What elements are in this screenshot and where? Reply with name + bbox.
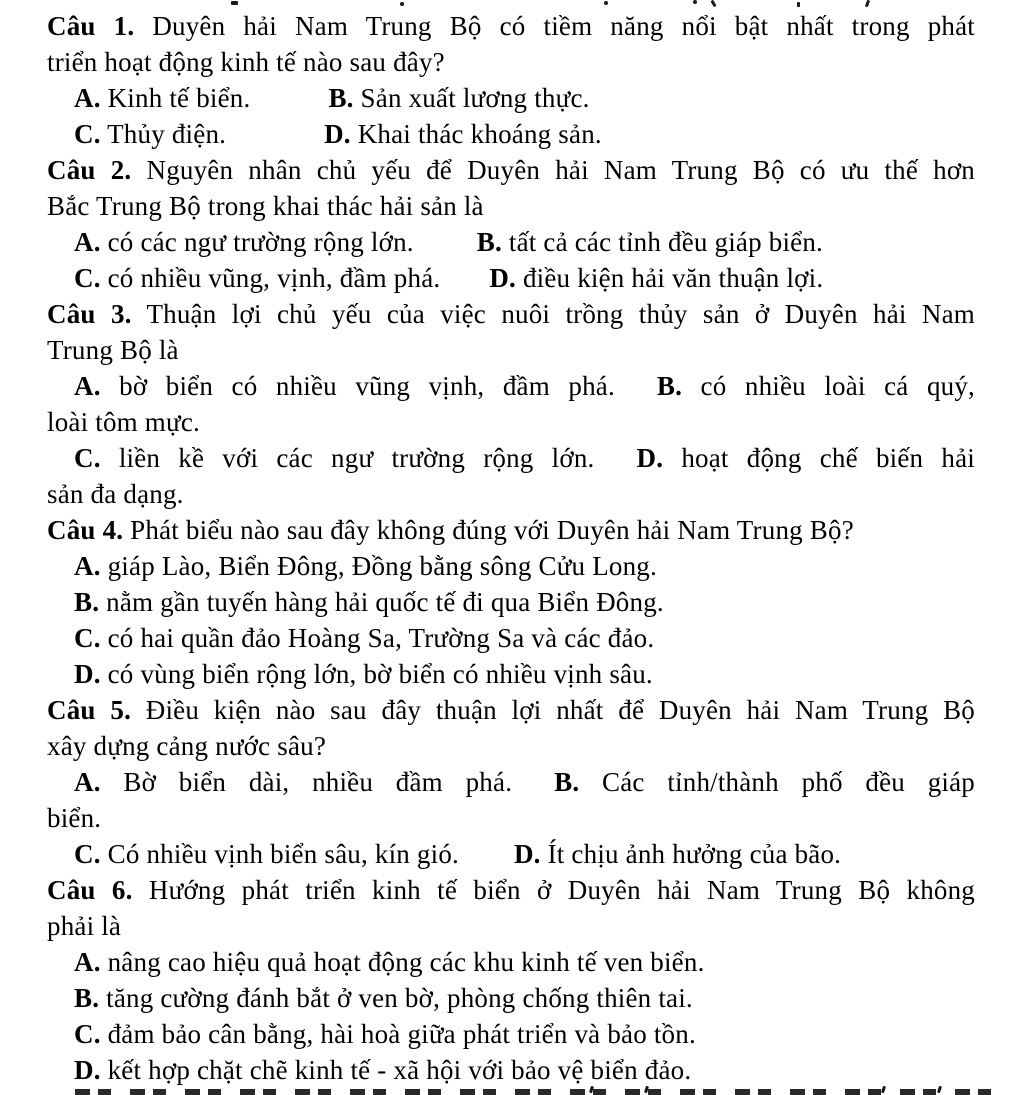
option-letter: C. (74, 263, 101, 293)
option-row: A. có các ngư trường rộng lớn. B. tất cả các tỉnh đều giáp biển. (74, 227, 824, 257)
option-row: C. có hai quần đảo Hoàng Sa, Trường Sa và các đảo. (74, 623, 655, 653)
option-letter: B. (328, 83, 354, 113)
option-letter: C. (74, 1019, 101, 1049)
question-list (47, 8, 975, 1088)
option-letter: B. (656, 371, 683, 401)
question-stem-line: phải là (47, 911, 122, 941)
option-row: C. Có nhiều vịnh biển sâu, kín gió. D. Ít chịu ảnh hưởng của bão. (74, 839, 842, 869)
option-row: B. nằm gần tuyến hàng hải quốc tế đi qua Biển Đông. (74, 587, 664, 617)
option-row: C. có nhiều vũng, vịnh, đầm phá. D. điều kiện hải văn thuận lợi. (74, 263, 824, 293)
option-row: A. bờ biển có nhiều vũng vịnh, đầm phá. B. có nhiều loài cá quý, (74, 371, 975, 401)
option-letter: A. (74, 371, 101, 401)
option-letter: D. (74, 1055, 101, 1085)
option-letter: A. (74, 551, 101, 581)
question-1 (47, 8, 975, 152)
option-continuation-line: biển. (47, 803, 102, 833)
tab-space (440, 286, 489, 287)
option-letter: D. (489, 263, 517, 293)
question-4 (47, 512, 975, 692)
option-letter: D. (324, 119, 351, 149)
question-stem-line: Câu 2. Nguyên nhân chủ yếu để Duyên hải Nam Trung Bộ có ưu thế hơn (47, 155, 976, 185)
option-letter: C. (74, 839, 101, 869)
question-label: Câu 4. (47, 515, 124, 545)
question-stem-line: Câu 3. Thuận lợi chủ yếu của việc nuôi trồng thủy sản ở Duyên hải Nam (47, 299, 975, 329)
question-label: Câu 3. (47, 299, 132, 329)
option-letter: B. (74, 587, 100, 617)
option-letter: C. (74, 119, 101, 149)
option-row: D. có vùng biển rộng lớn, bờ biển có nhiều vịnh sâu. (74, 659, 653, 689)
question-label: Câu 2. (47, 155, 132, 185)
option-row: A. nâng cao hiệu quả hoạt động các khu kinh tế ven biển. (74, 947, 705, 977)
question-2 (47, 152, 975, 296)
option-row: C. liền kề với các ngư trường rộng lớn. D. hoạt động chế biến hải (74, 443, 975, 473)
question-6 (47, 872, 975, 1088)
option-letter: B. (74, 983, 100, 1013)
option-row: A. Bờ biển dài, nhiều đầm phá. B. Các tỉnh/thành phố đều giáp (74, 767, 975, 797)
question-stem-line: Bắc Trung Bộ trong khai thác hải sản là (47, 191, 484, 221)
option-letter: C. (74, 623, 101, 653)
clipped-text-fragment-bottom (75, 1089, 1007, 1095)
question-stem-line: Trung Bộ là (47, 335, 179, 365)
option-letter: A. (74, 767, 101, 797)
tab-space (595, 466, 637, 467)
option-letter: A. (74, 83, 101, 113)
option-row: C. đảm bảo cân bằng, hài hoà giữa phát triển và bảo tồn. (74, 1019, 696, 1049)
option-letter: D. (74, 659, 101, 689)
question-stem-line: xây dựng cảng nước sâu? (47, 731, 327, 761)
question-label: Câu 5. (47, 695, 132, 725)
option-letter: A. (74, 227, 101, 257)
question-stem-line: Câu 5. Điều kiện nào sau đây thuận lợi nhất để Duyên hải Nam Trung Bộ (47, 695, 975, 725)
option-continuation-line: sản đa dạng. (47, 479, 184, 509)
option-row: B. tăng cường đánh bắt ở ven bờ, phòng chống thiên tai. (74, 983, 693, 1013)
option-letter: B. (476, 227, 502, 257)
option-row: A. Kinh tế biển. B. Sản xuất lương thực. (74, 83, 590, 113)
tab-space (226, 142, 324, 143)
question-5 (47, 692, 975, 872)
tab-space (414, 250, 477, 251)
option-letter: B. (554, 767, 580, 797)
question-stem-line: Câu 6. Hướng phát triển kinh tế biển ở Duyên hải Nam Trung Bộ không (47, 875, 975, 905)
option-continuation-line: loài tôm mực. (47, 407, 200, 437)
question-3 (47, 296, 975, 512)
tab-space (459, 862, 514, 863)
option-letter: D. (636, 443, 664, 473)
option-row: A. giáp Lào, Biển Đông, Đồng bằng sông Cửu Long. (74, 551, 657, 581)
question-stem-line: triển hoạt động kinh tế nào sau đây? (47, 47, 445, 77)
option-letter: C. (74, 443, 101, 473)
question-stem-line: Câu 1. Duyên hải Nam Trung Bộ có tiềm năng nổi bật nhất trong phát (47, 11, 975, 41)
tab-space (512, 790, 554, 791)
question-label: Câu 6. (47, 875, 133, 905)
option-letter: A. (74, 947, 101, 977)
option-row: C. Thủy điện. D. Khai thác khoáng sản. (74, 119, 602, 149)
tab-space (615, 394, 657, 395)
option-row: D. kết hợp chặt chẽ kinh tế - xã hội với bảo vệ biển đảo. (74, 1055, 692, 1085)
question-label: Câu 1. (47, 11, 135, 41)
question-stem-line: Câu 4. Phát biểu nào sau đây không đúng với Duyên hải Nam Trung Bộ? (47, 515, 854, 545)
tab-space (250, 106, 328, 107)
option-letter: D. (513, 839, 541, 869)
